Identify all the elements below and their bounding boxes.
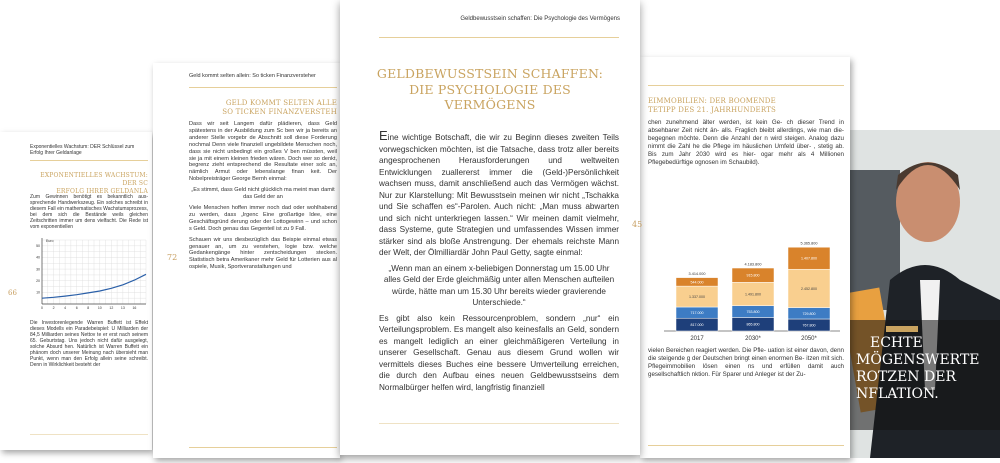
caption-accent-bar bbox=[886, 326, 918, 332]
paragraph: Zum Gewinnen benötigt es bekanntlich aussprechende Handwerkszeug. Ein solches schreibt in diesem Fall ein mathematisches Wachstumsprozess, bei dem sich die Bestände weils gleichen Zeitschritten immer um dens vielfacht. Die Rede ist vom exponentiellen bbox=[30, 194, 148, 230]
footer-rule bbox=[30, 434, 148, 435]
running-header: Geld kommt selten allein: So ticken Finanzversteher bbox=[189, 73, 316, 79]
caption-line: NFLATION. bbox=[856, 386, 939, 402]
chapter-title bbox=[30, 172, 148, 196]
x-tick-label: 4 bbox=[64, 306, 67, 310]
bar-value-label: 2.452.800 bbox=[801, 286, 817, 291]
book-page-45 bbox=[340, 0, 643, 455]
chapter-title bbox=[189, 99, 337, 117]
growth-chart-svg bbox=[30, 234, 148, 314]
paragraph: Viele Menschen hoffen immer noch dad oder wohlhabend zu werden, dass „Irgenc Eine großartige Idee, eine Geschäftsgründ derung oder der Lottogewinn – und schon s Geld. Doch genau das Gegenteil ist zu 9 Fall. bbox=[189, 204, 337, 232]
care-demand-chart bbox=[648, 233, 844, 343]
page-number: 72 bbox=[167, 253, 178, 262]
chapter-title-line: SO TICKEN FINANZVERSTEH bbox=[222, 108, 337, 116]
bar-value-label: 915.800 bbox=[746, 273, 760, 278]
bar-value-label: 717.000 bbox=[690, 311, 704, 316]
body-text bbox=[648, 347, 844, 383]
chapter-title bbox=[648, 97, 844, 115]
author-photo bbox=[850, 130, 1000, 458]
x-tick-label: 6 bbox=[75, 306, 78, 310]
paragraph: Es gibt also kein Ressourcenproblem, sondern „nur“ ein Verteilungsproblem. Es mangelt also keinesfalls an Geld, sondern es mangelt lediglich an einer gleichmäßigeren Verteilung in unserer Gesellschaft. Genau aus diesem Grund wollen wir vermittels dieses Buches eine bessere Umverteilung erreichen, die durch den Aufbau eines neuen Geldbewusstseins dem Normalbürger helfen wird, langfristig finanziell bbox=[379, 313, 619, 392]
body-text bbox=[379, 130, 619, 397]
body-text bbox=[189, 121, 337, 275]
bar-total-label: 5.365.800 bbox=[800, 241, 818, 246]
quote: „Wenn man an einem x-beliebigen Donnerstag um 15.00 Uhr alles Geld der Erde gleichmäßig unter allen Menschen aufteilen würde, hätte man um 15.30 Uhr bereits wieder gravierende Unterschiede.“ bbox=[383, 263, 615, 307]
x-tick-label: 8 bbox=[87, 306, 90, 310]
chapter-title-line: TETIPP DES 21. JAHRHUNDERTS bbox=[648, 106, 777, 114]
y-axis-label: Euro bbox=[46, 239, 54, 243]
x-tick-label: 2030* bbox=[745, 336, 761, 342]
page-number: 66 bbox=[8, 289, 17, 297]
bar-total-label: 4.183.800 bbox=[744, 262, 762, 267]
running-header: Geldbewusstsein schaffen: Die Psychologie des Vermögens bbox=[460, 16, 620, 22]
x-tick-label: 2017 bbox=[690, 336, 704, 342]
bar-value-label: 767.800 bbox=[802, 323, 816, 328]
chapter-title-line: ERFOLG IHRER GELDANLA bbox=[56, 188, 148, 195]
paragraph: Die Investorenlegende Warren Buffett ist Effekt dieses Modells ein Paradebeispiel: U Milliarden der 84,5 Milliarden seines Nettov te er erst nach seinem 65. Geburtstag. Uns jedoch nicht dafür ausgelegt, solche Absurd hen. Natürlich ist Warren Buffett ein phänom doch unserer Meinung nach übersieht man Punkt, wenn man den Erfolg allein seine schreibt. Denn in Wirklichkeit besteht der bbox=[30, 320, 148, 368]
bar-value-label: 544.000 bbox=[690, 280, 704, 285]
caption-line: ROTZEN DER bbox=[856, 369, 956, 385]
bar-value-label: 753.800 bbox=[746, 310, 760, 315]
body-text bbox=[648, 119, 844, 171]
x-tick-label: 10 bbox=[97, 306, 102, 310]
quote: „Es stimmt, dass Geld nicht glücklich ma meint man damit das Geld der an bbox=[191, 187, 335, 201]
y-tick-label: 30 bbox=[36, 267, 40, 272]
page-number: 45 bbox=[632, 220, 643, 229]
bar-value-label: 729.800 bbox=[802, 311, 816, 316]
book-page-66 bbox=[0, 132, 152, 450]
bar-value-label: 817.000 bbox=[690, 323, 704, 328]
growth-chart bbox=[30, 234, 148, 314]
footer-rule bbox=[189, 447, 337, 448]
paragraph: vielen Bereichen reagiert werden. Die Pfle- uation ist einer davon, denn die steigende g der Deutschen bringt einen enormen Be- itzen mit sich. Pflegeimmobilien lösen einen ns und erfüllen damit auch gesellschaftlich nktion. Für Sparer und Anleger ist der Zu- bbox=[648, 347, 844, 378]
chapter-title-line: EXPONENTIELLES WACHSTUM: DER SC bbox=[40, 172, 148, 187]
x-tick-label: 0 bbox=[41, 306, 43, 310]
chapter-title-line: VERMÖGENS bbox=[444, 97, 536, 112]
running-header: Exponentielles Wachstum: DER Schlüssel zum Erfolg Ihrer Geldanlage bbox=[30, 144, 135, 156]
paragraph: Schauen wir uns diesbezüglich das Beispie einmal etwas genauer an, um zu verstehen, logie bzw. welche Gedankengänge hinter zentscheidungen stecken. Statistisch betra Amerikaner mehr Geld für Lotterien aus al ospiele, Musik, Sportveranstaltungen und bbox=[189, 236, 337, 271]
y-tick-label: 50 bbox=[36, 244, 40, 249]
header-rule bbox=[379, 37, 619, 38]
caption-line: MÖGENSWERTE bbox=[856, 352, 980, 368]
chapter-title-line: DIE PSYCHOLOGIE DES bbox=[409, 81, 571, 97]
x-tick-label: 2 bbox=[52, 306, 55, 310]
y-tick-label: 10 bbox=[36, 290, 40, 295]
book-page-chart bbox=[640, 57, 850, 458]
body-text bbox=[30, 194, 148, 372]
photo-caption bbox=[856, 335, 980, 403]
bar-total-label: 3.414.000 bbox=[688, 272, 706, 277]
chapter-title-line: EIMMOBILIEN: DER BOOMENDE bbox=[648, 97, 776, 105]
header-rule bbox=[648, 85, 844, 86]
header-rule bbox=[30, 160, 148, 161]
y-tick-label: 40 bbox=[36, 255, 40, 260]
chapter-title bbox=[340, 66, 640, 113]
paragraph: chen zunehmend älter werden, ist kein Ge- ch dieser Trend in absehbarer Zeit nicht än- alls. Fraglich bleibt allerdings, wie man die- begegnen möchte. Denn die Anzahl der n wird steigen. Analog dazu nimmt die Zahl he die Pflege im häuslichen Umfeld über- , stetig ab. Bis zum Jahr 2030 wird es hier- ogar mehr als 4 Millionen Pflegebedürftige ognosen im Schaubild). bbox=[648, 119, 844, 166]
chapter-title-line: GELD KOMMT SELTEN ALLE bbox=[225, 99, 337, 107]
paragraph: Dass wir seit Langem dafür plädieren, dass Geld spätestens in der Ausbildung zum Sc ben wir ja bereits an anderer Stelle vorgebr de Abschnitt soll diese Forderung nochmal Denn viele finanziell ungebildete Menschen noch, dass sie nicht unbedingt ein großes V ben müssten, weil sie ja mit einem kleinen frieden wären. Doch wer so denkt, begrenz zieht entsprechend die Resultate einer solc an, nämlich Armut oder lebenslange finan keit. Der Nobelpreisträger George Bernh einmal: bbox=[189, 121, 337, 183]
bar-value-label: 1.337.000 bbox=[689, 295, 705, 300]
bar-value-label: 1.491.800 bbox=[745, 292, 761, 297]
chapter-title-line: GELDBEWUSSTSEIN SCHAFFEN: bbox=[376, 66, 604, 81]
footer-rule bbox=[648, 445, 844, 446]
x-tick-label: 13 bbox=[120, 306, 125, 310]
footer-rule bbox=[379, 423, 619, 424]
x-tick-label: 2050* bbox=[801, 336, 817, 342]
y-tick-label: 20 bbox=[36, 278, 40, 283]
header-rule bbox=[189, 87, 337, 88]
bar-value-label: 865.800 bbox=[746, 322, 760, 327]
x-tick-label: 12 bbox=[109, 306, 114, 310]
caption-line: ECHTE bbox=[870, 335, 923, 351]
portrait-image bbox=[850, 130, 1000, 458]
x-tick-label: 16 bbox=[132, 306, 137, 310]
paragraph: ine wichtige Botschaft, die wir zu Beginn dieses zweiten Teils vorwegschicken möchten, ist die Tatsache, dass trotz aller bereits angesprochenen Herausforderungen und weltweiten Entwicklungen zuallererst immer die (Geld-)Persönlichkeit wachsen muss, damit anschließend auch das Vermögen wächst. Nur zur Klarstellung: Mit Bewusstsein meinen wir nicht „Tschakka und Sie schaffen es“-Parolen. Auch nicht: „Man muss abwarten und sich nicht unterkriegen lassen.“ Wir meinen damit vielmehr, dass Systeme, gute Strategien und umfassendes Wissen immer stärker sind als bloße Anstrengung. Der ehemals reichste Mann der Welt, der Ölmilliardär John Paul Getty, sagte einmal: bbox=[379, 133, 619, 257]
book-page-72 bbox=[153, 63, 340, 458]
drop-cap: E bbox=[379, 128, 388, 143]
bar-value-label: 1.407.800 bbox=[801, 256, 817, 261]
